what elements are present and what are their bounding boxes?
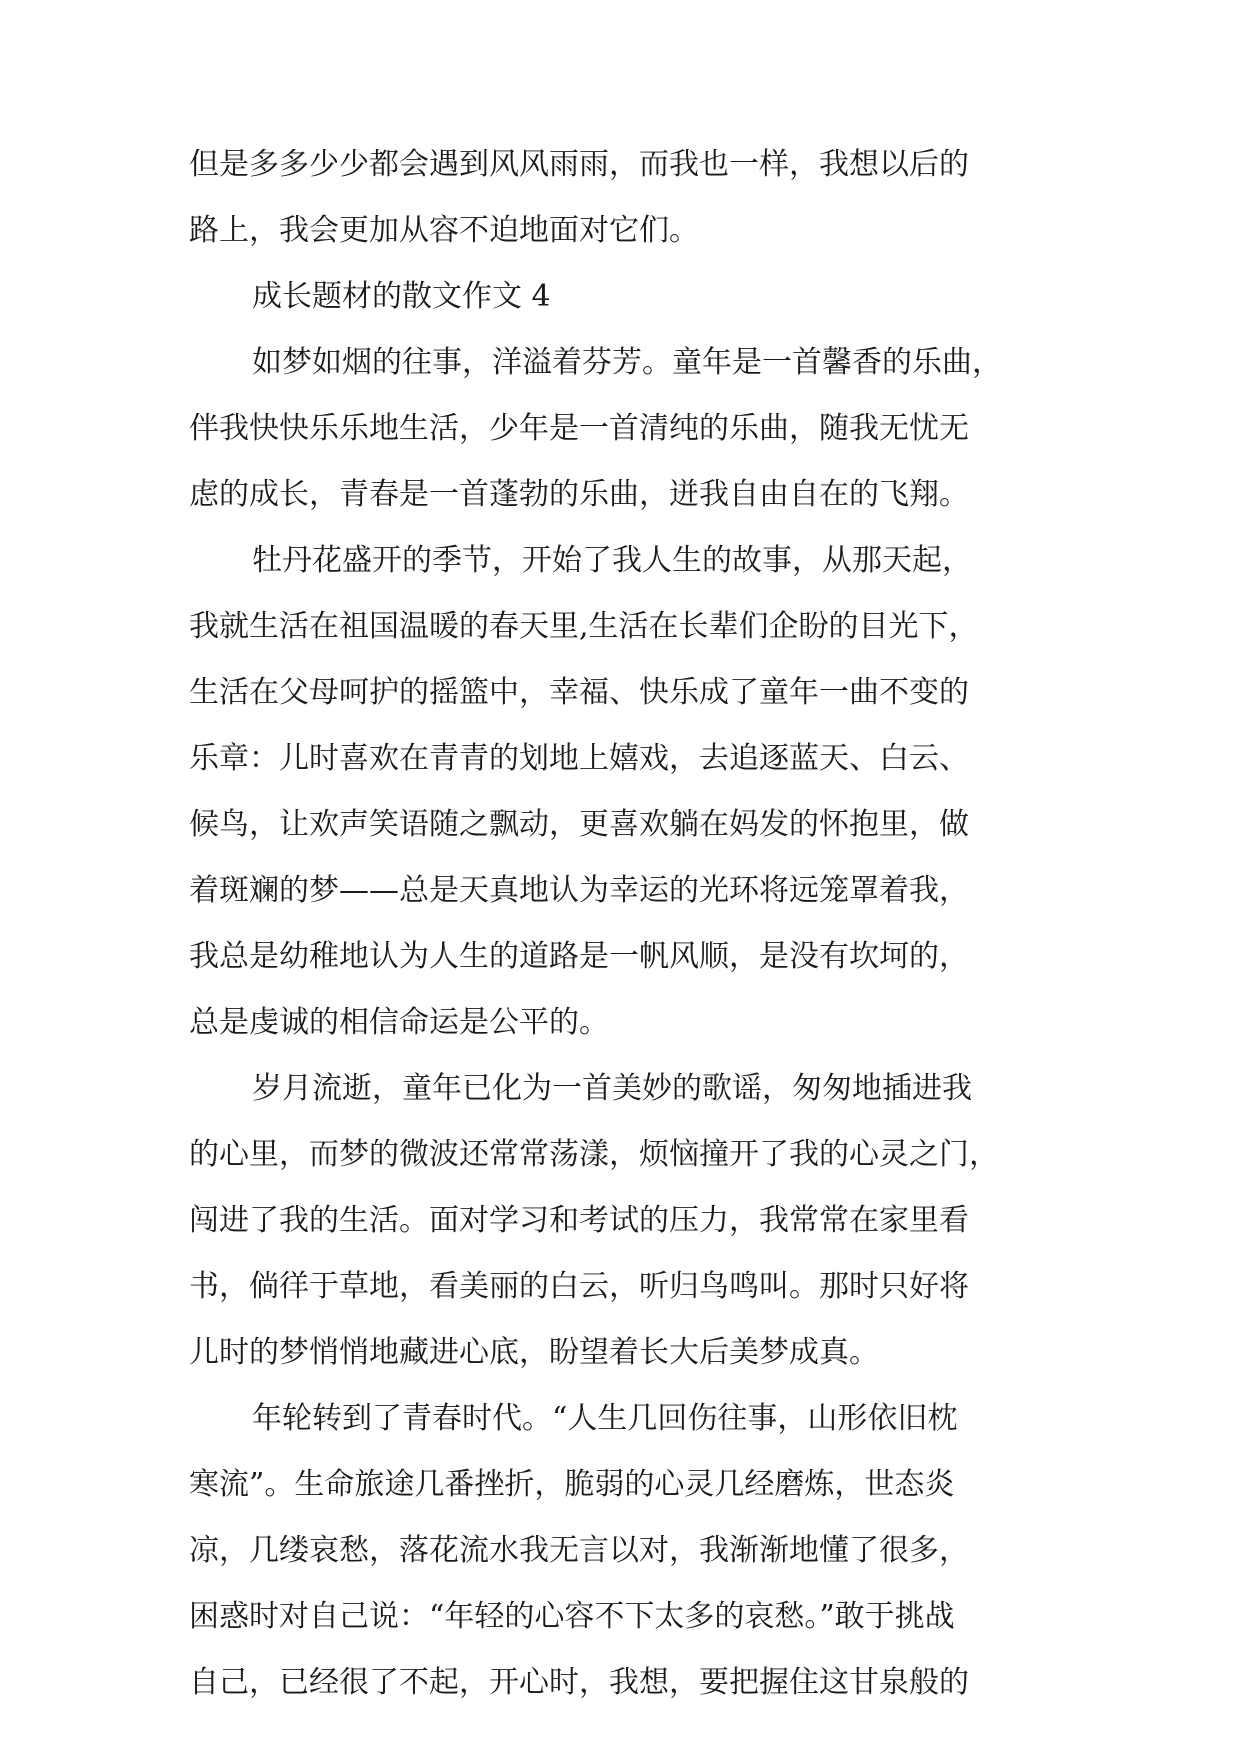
text-line: 我就生活在祖国温暖的春天里,生活在长辈们企盼的目光下，: [189, 609, 979, 644]
text-line: 凉，几缕哀愁，落花流水我无言以对，我渐渐地懂了很多，: [189, 1533, 969, 1568]
text-line: 但是多多少少都会遇到风风雨雨，而我也一样，我想以后的: [189, 147, 969, 182]
text-line: 伴我快快乐乐地生活，少年是一首清纯的乐曲，随我无忧无: [189, 411, 969, 446]
text-line: 儿时的梦悄悄地藏进心底，盼望着长大后美梦成真。: [189, 1335, 879, 1370]
text-line: 着斑斓的梦——总是天真地认为幸运的光环将远笼罩着我，: [189, 873, 969, 908]
text-line: 路上，我会更加从容不迫地面对它们。: [189, 213, 699, 248]
text-line: 书，倘徉于草地，看美丽的白云，听归鸟鸣叫。那时只好将: [189, 1269, 969, 1304]
text-line: 候鸟，让欢声笑语随之飘动，更喜欢躺在妈发的怀抱里，做: [189, 807, 969, 842]
text-line: 生活在父母呵护的摇篮中，幸福、快乐成了童年一曲不变的: [189, 675, 969, 710]
text-line: 总是虔诚的相信命运是公平的。: [189, 1005, 609, 1040]
section-heading: 成长题材的散文作文 4: [252, 279, 551, 314]
text-line: 乐章：儿时喜欢在青青的划地上嬉戏，去追逐蓝天、白云、: [189, 741, 969, 776]
text-line: 牡丹花盛开的季节，开始了我人生的故事，从那天起，: [252, 543, 972, 578]
text-line: 寒流”。生命旅途几番挫折，脆弱的心灵几经磨炼，世态炎: [189, 1467, 955, 1502]
text-line: 困惑时对自己说：“年轻的心容不下太多的哀愁。”敢于挑战: [189, 1599, 955, 1634]
text-line: 我总是幼稚地认为人生的道路是一帆风顺，是没有坎坷的，: [189, 939, 969, 974]
text-line: 自己，已经很了不起，开心时，我想，要把握住这甘泉般的: [189, 1665, 969, 1700]
text-line: 如梦如烟的往事，洋溢着芬芳。童年是一首馨香的乐曲，: [252, 345, 1002, 380]
text-line: 年轮转到了青春时代。“人生几回伤往事，山形依旧枕: [252, 1401, 958, 1436]
text-line: 虑的成长，青春是一首蓬勃的乐曲，迸我自由自在的飞翔。: [189, 477, 969, 512]
text-line: 闯进了我的生活。面对学习和考试的压力，我常常在家里看: [189, 1203, 969, 1238]
text-line: 岁月流逝，童年已化为一首美妙的歌谣，匆匆地插进我: [252, 1071, 972, 1106]
text-line: 的心里，而梦的微波还常常荡漾，烦恼撞开了我的心灵之门，: [189, 1137, 999, 1172]
